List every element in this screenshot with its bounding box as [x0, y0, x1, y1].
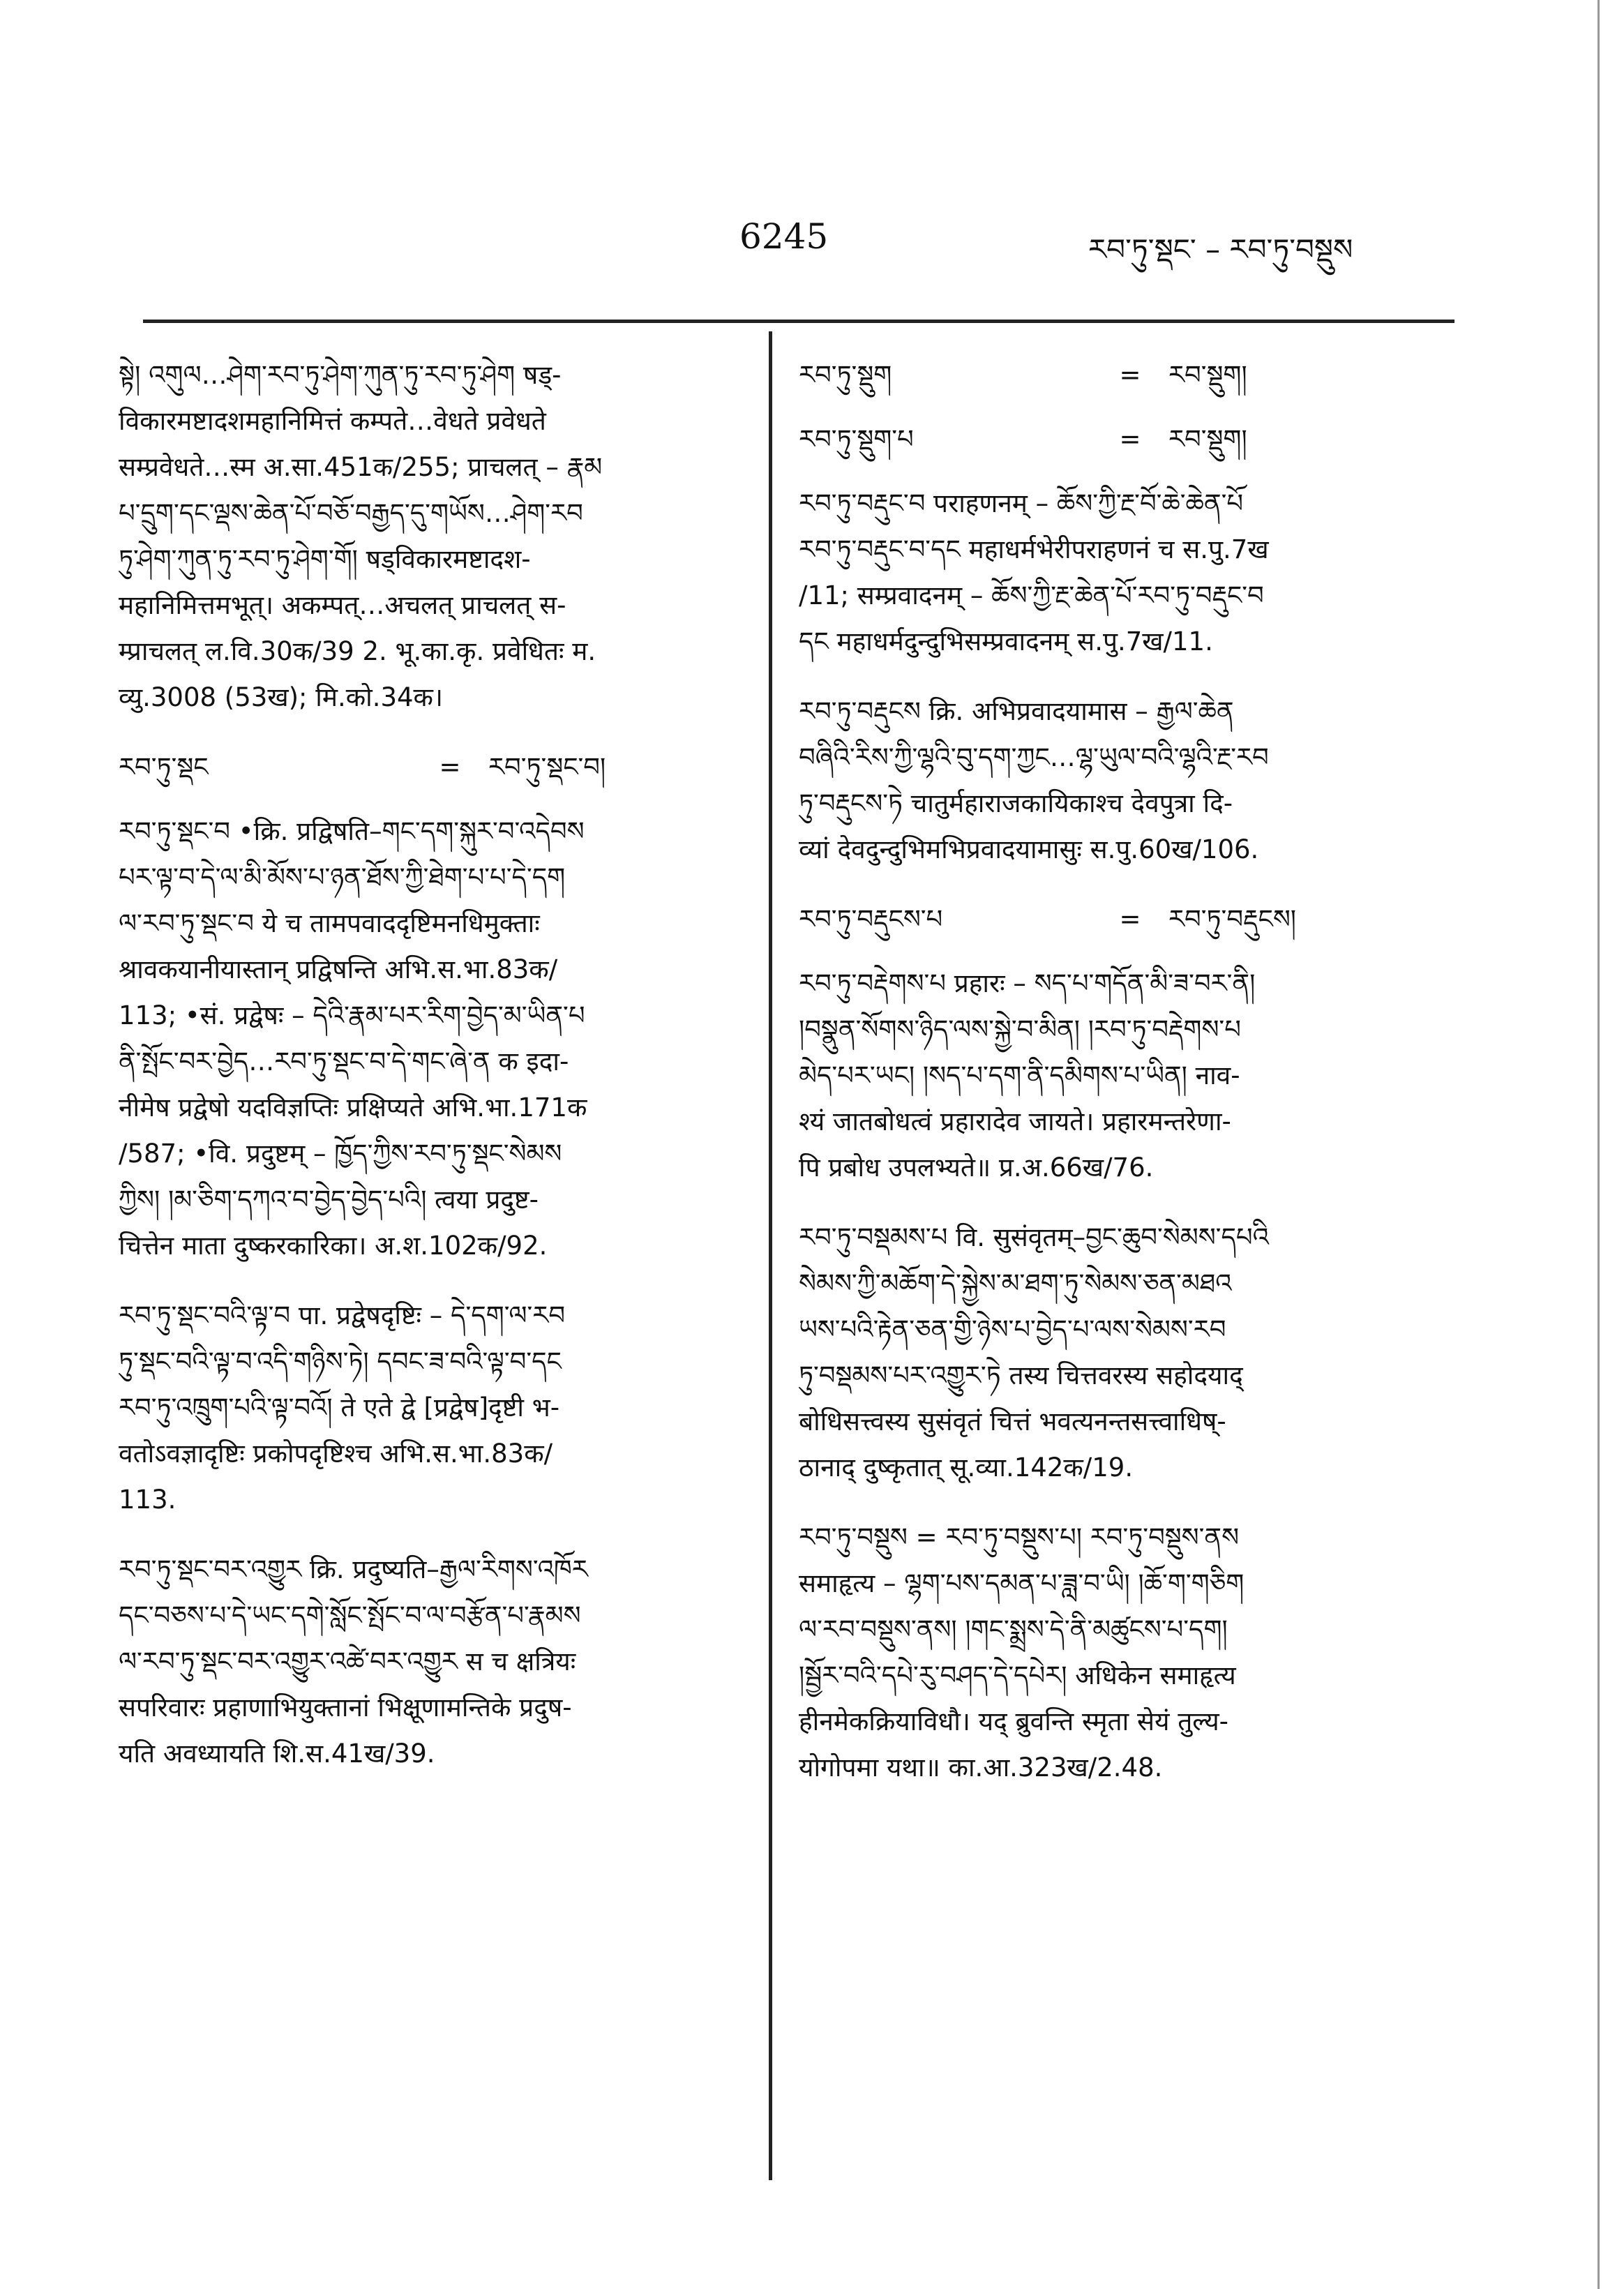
- xref-headword: རབ་ཏུ་སྡུག: [799, 360, 892, 390]
- entry-line: व्यां देवदुन्दुभिमभिप्रवादयामासुः स.पु.60ख/106.: [799, 834, 1259, 864]
- cross-reference-entry: [799, 416, 1454, 463]
- entry-line: पि प्रबोध उपलभ्यते॥ प्र.अ.66ख/76.: [799, 1153, 1154, 1183]
- entry-line: समाहृत्य – ལྷག་པས་དམན་པ་ཟླ་བ་ཡི། །ཆོ་ག་གཅིག: [799, 1568, 1245, 1598]
- dictionary-entry: [119, 809, 746, 1269]
- dictionary-entry: [799, 1515, 1454, 1791]
- entry-line: /587; •वि. प्रदुष्टम् – ཁྱོད་ཀྱིས་རབ་ཏུ་སྡང་སེམས: [119, 1139, 562, 1169]
- dictionary-entry: [799, 689, 1454, 873]
- entry-line: དང महाधर्मदुन्दुभिसम्प्रवादनम् स.पु.7ख/11.: [799, 626, 1213, 656]
- cross-reference-entry: [119, 744, 746, 790]
- xref-target: རབ་ཏུ་བརྡུངས།: [1168, 904, 1297, 934]
- entry-line: དང་བཅས་པ་དེ་ཡང་དགེ་སློང་སྤོང་བ་ལ་བརྩོན་པ་རྣམས: [119, 1600, 581, 1630]
- entry-line: རབ་ཏུ་སྡང་བའི་ལྟ་བ पा. प्रद्वेषदृष्टिः – དེ་དག་ལ་རབ: [119, 1300, 566, 1330]
- cross-reference-entry: [799, 896, 1454, 943]
- entry-line: विकारमष्टादशमहानिमित्तं कम्पते…वेधते प्रवेधते: [119, 406, 546, 436]
- entry-line: རབ་ཏུ་འཁྲུག་པའི་ལྟ་བའོ། ते एते द्वे [प्रद्वेष]दृष्टी भ-: [119, 1393, 560, 1423]
- entry-line: །སྦྱོར་བའི་དཔེ་རུ་བཤད་དེ་དཔེར། अधिकेन समाहृत्य: [799, 1660, 1236, 1690]
- page-edge-line: [1597, 0, 1600, 2289]
- entry-line: རབ་ཏུ་སྡང་བར་འགྱུར क्रि. प्रदुष्यति–རྒྱལ་རིགས་འཁོར: [119, 1554, 588, 1584]
- left-column: [119, 352, 746, 1801]
- entry-line: མེད་པར་ཡང། །སད་པ་དག་ནི་དམིགས་པ་ཡིན། नाव-: [799, 1060, 1240, 1090]
- running-head: རབ་ཏུ་སྡང་ – རབ་ཏུ་བསྡུས: [1088, 232, 1353, 267]
- entry-line: हीनमेकक्रियाविधौ। यद् ब्रुवन्ति स्मृता सेयं तुल्य-: [799, 1706, 1229, 1736]
- xref-headword: རབ་ཏུ་སྡུག་པ: [799, 424, 914, 454]
- entry-line: यति अवध्यायति शि.स.41ख/39.: [119, 1739, 435, 1769]
- entry-line: ལ་རབ་ཏུ་སྡང་བ ये च तामपवाददृष्टिमनधिमुक्ताः: [119, 908, 540, 938]
- entry-line: སྟེ། འགུལ…ཤེག་རབ་ཏུ་ཤེག་ཀུན་ཏུ་རབ་ཏུ་ཤེག षड्-: [119, 360, 562, 390]
- xref-equals-sign: =: [1119, 360, 1141, 390]
- entry-line: ཀྱིས། །མ་ཅིག་དཀའ་བ་བྱེད་བྱེད་པའི། त्वया प्रदुष्ट-: [119, 1185, 539, 1215]
- dictionary-entry: [799, 961, 1454, 1191]
- xref-equals-sign: =: [1119, 424, 1141, 454]
- entry-line: བཞིའི་རིས་ཀྱི་ལྷའི་བུ་དག་ཀྱང…ལྷ་ཡུལ་བའི་ལྷའི་རྔ་རབ: [799, 742, 1269, 772]
- entry-line: योगोपमा यथा॥ का.आ.323ख/2.48.: [799, 1753, 1163, 1783]
- header-rule: [143, 320, 1454, 323]
- entry-line: ཏུ་ཤེག་ཀུན་ཏུ་རབ་ཏུ་ཤེག་གོ། षड्विकारमष्टादश-: [119, 544, 531, 574]
- entry-line: चित्तेन माता दुष्करकारिका। अ.श.102क/92.: [119, 1231, 548, 1261]
- entry-line: सपरिवारः प्रहाणाभियुक्तानां भिक्षूणामन्तिके प्रदुष-: [119, 1693, 572, 1723]
- entry-line: ནི་སྤོང་བར་བྱེད…རབ་ཏུ་སྡང་བ་དེ་གང་ཞེ་ན क इदा-: [119, 1046, 569, 1076]
- xref-headword: རབ་ཏུ་སྡང: [119, 752, 209, 782]
- dictionary-entry: [119, 1293, 746, 1523]
- xref-target: རབ་སྡུག།: [1168, 360, 1247, 390]
- entry-line: རབ་ཏུ་བརྡུངས क्रि. अभिप्रवादयामास – རྒྱལ་ཆེན: [799, 696, 1234, 726]
- entry-line: ठानाद् दुष्कृतात् सू.व्या.142क/19.: [799, 1453, 1134, 1483]
- entry-line: वतोऽवज्ञादृष्टिः प्रकोपदृष्टिश्च अभि.स.भा.83क/: [119, 1439, 553, 1469]
- column-divider: [769, 331, 772, 2180]
- entry-line: སེམས་ཀྱི་མཆོག་དེ་སྐྱེས་མ་ཐག་ཏུ་སེམས་ཅན་མཐའ: [799, 1268, 1232, 1298]
- entry-line: པར་ལྟ་བ་དེ་ལ་མི་མོས་པ་ཉན་ཐོས་ཀྱི་ཐེག་པ་པ་དེ་དག: [119, 862, 566, 892]
- entry-line: ཏུ་བསྡམས་པར་འགྱུར་ཏེ तस्य चित्तवरस्य सहोदयाद्: [799, 1360, 1243, 1390]
- entry-line: /11; सम्प्रवादनम् – ཆོས་ཀྱི་རྔ་ཆེན་པོ་རབ་ཏུ་བརྡུང་བ: [799, 580, 1264, 610]
- entry-line: व्यु.3008 (53ख); मि.को.34क।: [119, 682, 443, 712]
- dictionary-entry: [799, 1215, 1454, 1491]
- entry-line: ལ་རབ་བསྡུས་ནས། །གང་སྨྲས་དེ་ནི་མཚུངས་པ་དག།: [799, 1614, 1228, 1644]
- xref-equals-sign: =: [1119, 904, 1141, 934]
- xref-equals-sign: =: [439, 752, 461, 782]
- entry-line: རབ་ཏུ་བརྡུང་བ पराहणनम् – ཆོས་ཀྱི་རྔ་བོ་ཆེ་ཆེན་པོ: [799, 488, 1244, 518]
- entry-line: सम्प्रवेधते…स्म अ.सा.451क/255; प्राचलत् – རྣམ: [119, 452, 603, 482]
- entry-line: ཏུ་བརྡུངས་ཏེ चातुर्महाराजकायिकाश्च देवपुत्रा दि-: [799, 788, 1233, 818]
- entry-line: श्रावकयानीयास्तान् प्रद्विषन्ति अभि.स.भा.83क/: [119, 954, 558, 984]
- entry-line: །བསྣུན་སོགས་ཉིད་ལས་སྐྱེ་བ་མིན། །རབ་ཏུ་བརྡེགས་པ: [799, 1014, 1241, 1044]
- entry-line: म्प्राचलत् ल.वि.30क/39 2. भू.का.कृ. प्रवेधितः म.: [119, 636, 596, 666]
- entry-line: པ་དྲུག་དང་ལྡས་ཆེན་པོ་བཅོ་བརྒྱད་དུ་གཡོས…ཤེག་རབ: [119, 498, 583, 528]
- entry-line: ཡས་པའི་རྟེན་ཅན་གྱི་ཉེས་པ་བྱེད་པ་ལས་སེམས་རབ: [799, 1314, 1226, 1344]
- entry-line: श्यं जातबोधत्वं प्रहारादेव जायते। प्रहारमन्तरेणा-: [799, 1106, 1231, 1136]
- entry-line: 113; •सं. प्रद्वेषः – དེའི་རྣམ་པར་རིག་བྱེད་མ་ཡིན་པ: [119, 1000, 585, 1030]
- entry-line: ཏུ་སྡང་བའི་ལྟ་བ་འདི་གཉིས་ཏེ། དབང་ཟ་བའི་ལྟ་བ་དང: [119, 1346, 562, 1376]
- xref-target: རབ་ཏུ་སྡང་བ།: [488, 752, 606, 782]
- entry-line: बोधिसत्त्वस्य सुसंवृतं चित्तं भवत्यनन्तसत्त्वाधिष्-: [799, 1406, 1226, 1436]
- xref-target: རབ་སྡུག།: [1168, 424, 1247, 454]
- cross-reference-entry: [799, 352, 1454, 398]
- entry-line: नीमेष प्रद्वेषो यदविज्ञप्तिः प्रक्षिप्यते अभि.भा.171क: [119, 1093, 587, 1123]
- entry-line: 113.: [119, 1485, 176, 1515]
- dictionary-entry: [799, 481, 1454, 665]
- page-number: 6245: [739, 216, 829, 257]
- entry-line: महानिमित्तमभूत्। अकम्पत्…अचलत् प्राचलत् स-: [119, 590, 566, 620]
- entry-line: ལ་རབ་ཏུ་སྡང་བར་འགྱུར་འཚེ་བར་འགྱུར स च क्षत्रियः: [119, 1646, 576, 1676]
- entry-line: རབ་ཏུ་སྡང་བ •क्रि. प्रद्विषति–གང་དག་སྐུར་བ་འདེབས: [119, 816, 585, 846]
- right-column: [799, 352, 1454, 1815]
- entry-line: རབ་ཏུ་བརྡེགས་པ प्रहारः – སད་པ་གདོན་མི་ཟ་བར་ནི།: [799, 968, 1256, 998]
- xref-headword: རབ་ཏུ་བརྡུངས་པ: [799, 904, 943, 934]
- entry-line: རབ་ཏུ་བསྡུས = རབ་ཏུ་བསྡུས་པ། རབ་ཏུ་བསྡུས་ནས: [799, 1522, 1240, 1552]
- dictionary-entry: [119, 352, 746, 721]
- entry-line: རབ་ཏུ་བརྡུང་བ་དང महाधर्मभेरीपराहणनं च स.पु.7ख: [799, 534, 1269, 564]
- entry-line: རབ་ཏུ་བསྡམས་པ वि. सुसंवृतम्–བྱང་ཆུབ་སེམས་དཔའི: [799, 1222, 1269, 1252]
- dictionary-entry: [119, 1547, 746, 1777]
